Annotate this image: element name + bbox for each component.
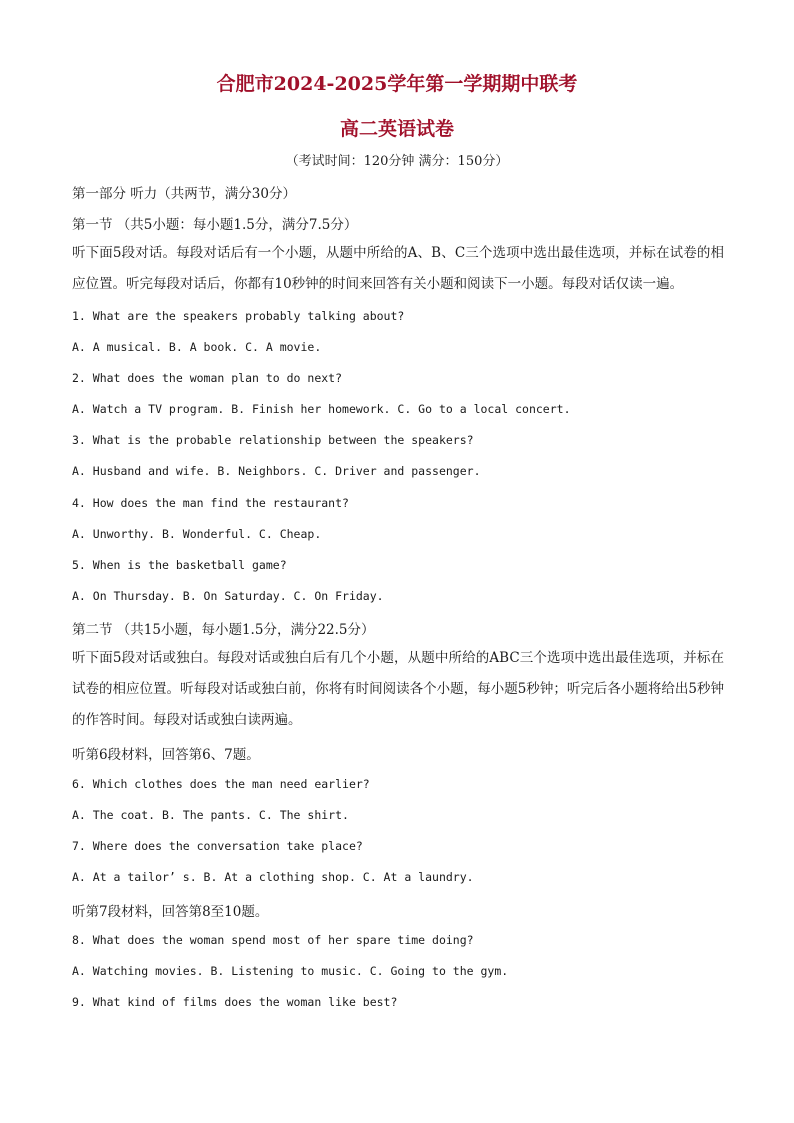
question-6: 6. Which clothes does the man need earlier? xyxy=(72,777,370,791)
question-4: 4. How does the man find the restaurant? xyxy=(72,496,349,510)
material-7-note: 听第7段材料，回答第8至10题。 xyxy=(72,904,269,920)
question-5: 5. When is the basketball game? xyxy=(72,558,287,572)
question-8-options: A. Watching movies. B. Listening to music. C. Going to the gym. xyxy=(72,964,509,978)
part1-heading: 第一部分 听力（共两节，满分30分） xyxy=(72,186,296,202)
question-3: 3. What is the probable relationship between the speakers? xyxy=(72,433,474,447)
section2-heading: 第二节 （共15小题，每小题1.5分，满分22.5分） xyxy=(72,622,375,638)
section1-heading: 第一节 （共5小题：每小题1.5分，满分7.5分） xyxy=(72,217,358,233)
exam-info: （考试时间：120分钟 满分：150分） xyxy=(285,154,509,169)
question-1: 1. What are the speakers probably talking about? xyxy=(72,309,405,323)
question-8: 8. What does the woman spend most of her spare time doing? xyxy=(72,933,474,947)
question-1-options: A. A musical. B. A book. C. A movie. xyxy=(72,340,322,354)
question-5-options: A. On Thursday. B. On Saturday. C. On Friday. xyxy=(72,589,384,603)
question-3-options: A. Husband and wife. B. Neighbors. C. Driver and passenger. xyxy=(72,464,481,478)
material-6-note: 听第6段材料，回答第6、7题。 xyxy=(72,747,260,763)
section2-instructions: 听下面5段对话或独白。每段对话或独白后有几个小题，从题中所给的ABC三个选项中选出最佳选项，并标在试卷的相应位置。听每段对话或独白前，你将有时间阅读各个小题，每小题5秒钟；听完后各小题将给出5秒钟的作答时间。每段对话或独白读两遍。 xyxy=(72,650,724,728)
question-2: 2. What does the woman plan to do next? xyxy=(72,371,343,385)
question-2-options: A. Watch a TV program. B. Finish her homework. C. Go to a local concert. xyxy=(72,402,571,416)
question-6-options: A. The coat. B. The pants. C. The shirt. xyxy=(72,808,349,822)
exam-title: 合肥市2024-2025学年第一学期期中联考 xyxy=(216,73,578,95)
section1-instructions: 听下面5段对话。每段对话后有一个小题，从题中所给的A、B、C三个选项中选出最佳选项，并标在试卷的相应位置。听完每段对话后，你都有10秒钟的时间来回答有关小题和阅读下一小题。每段对话仅读一遍。 xyxy=(72,245,724,292)
question-7-options: A. At a tailor’ s. B. At a clothing shop. C. At a laundry. xyxy=(72,870,474,884)
question-4-options: A. Unworthy. B. Wonderful. C. Cheap. xyxy=(72,527,322,541)
exam-subtitle: 高二英语试卷 xyxy=(339,118,454,140)
question-7: 7. Where does the conversation take place? xyxy=(72,839,363,853)
question-9: 9. What kind of films does the woman like best? xyxy=(72,995,398,1009)
